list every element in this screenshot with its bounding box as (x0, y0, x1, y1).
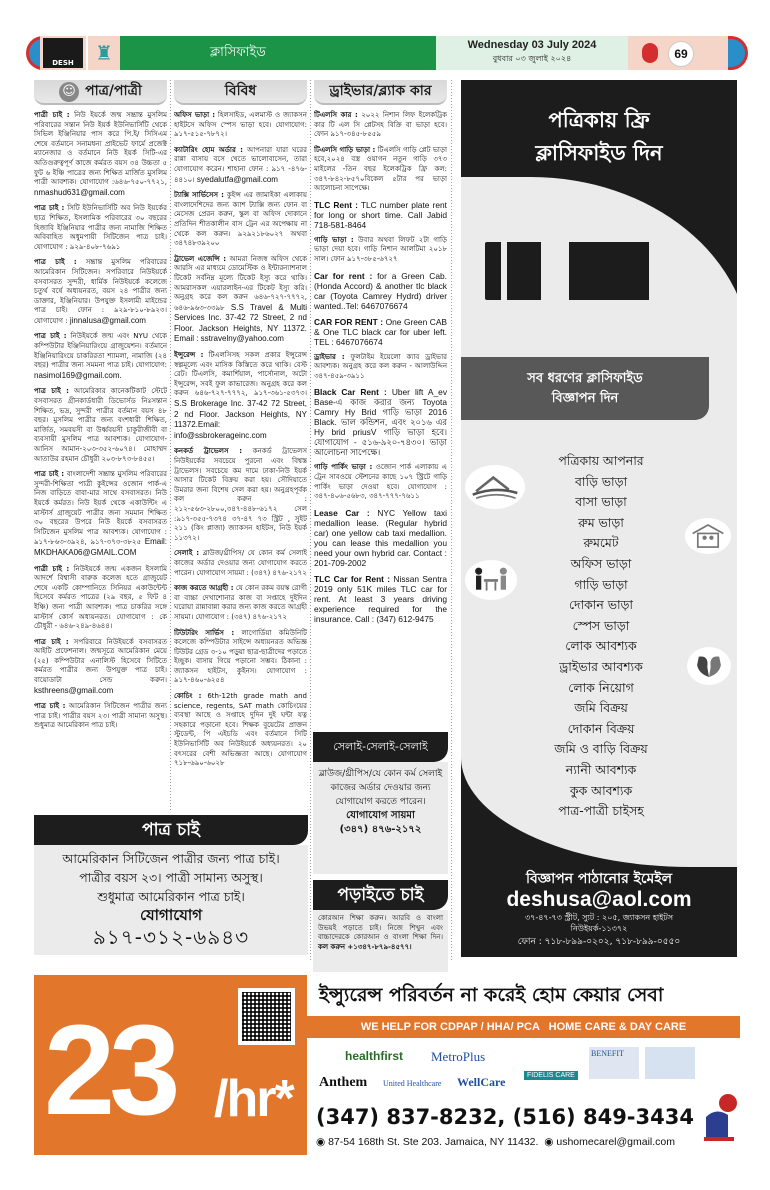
email-label: বিজ্ঞাপন পাঠানোর ইমেইল (525, 871, 673, 887)
couple-icon: ☺ (59, 82, 79, 102)
insurance-logos (319, 1045, 734, 1103)
box-line: আমেরিকান সিটিজেন পাত্রীর জন্য পাত্র চাই। (62, 851, 280, 866)
homecare-logo (702, 1093, 738, 1143)
ad-phone: ফোন : ৭১৮-৮৯৯-০২০২, ৭১৮-৮৯৯-০৫৫০ (517, 937, 681, 947)
ad-body: NYC Yellow taxi medallion lease. (Regular hybrid car) one yellow cab taxi medallion. you can lease this medallion you need your own hybrid car. Contact : 201-709-2002 (314, 507, 447, 568)
ad-title: ট্রাভেল এজেন্সি : (174, 254, 227, 263)
classified-ad (174, 692, 307, 769)
ad-title: পাত্রী চাই : (34, 564, 70, 573)
ad-body: আমেরিকার কানেকটিকাট স্টেটে বসবাসরত গ্রীনকার্ডধারী ডিভোর্সড নিঃসন্তান শিক্ষিত, ভদ্র, সুন্দরী পাত্রীর বর্তমান বয়স ৪৮ বছর। মুসলিম পাত্রীর জন্য বংশধারী শিক্ষিত, মার্জিত, সমবয়সী বা উর্ধ্ববয়সী চাকুরীজীবী বা ব্যবসায়ী মুসলিম পাত্র আবশ্যক। যোগাযোগ- আনিস আমান-২০৩-৩৫২-৬০৭৪। মোহাম্মদ আতাউর রহমান চৌধুরী ২০৩-৮৭৩-৮৪৫৫। (34, 387, 167, 463)
ad-title: CAR FOR RENT : (314, 316, 384, 327)
ad-title: পাত্র চাই : (34, 637, 69, 646)
ad-title: ক্যাটারিং হোম অর্ডার : (174, 145, 243, 154)
selai-box (313, 732, 448, 874)
column-driver-blackcar (314, 80, 447, 728)
classified-ad (314, 200, 447, 230)
ad-title: অফিস ভাড়া : (174, 111, 216, 119)
classified-ad (174, 146, 307, 185)
classified-ad (174, 111, 307, 140)
ad-body: ব্লাউজ/থ্রীপিস/ যে কোন কর্ম সেলাই কাজের অর্ডার দেওয়ার জন্য যোগাযোগ করতে পারেন। যোগাযোগ সায়মা : (৩৪৭) ৪৭৬-২১৭২ (174, 549, 307, 577)
homecare-phones: (347) 837-8232, (516) 849-3434 (316, 1105, 694, 1129)
ad-title (461, 104, 737, 170)
ad-contact-english: jinnalusa@gmail.com (69, 315, 146, 325)
ad-body: সিটি ইউনিভার্সিটি অব নিউ ইয়র্কের ছাত্র শিক্ষিত, ইসলামিক পরিবারের ৩০ বছরের হিজাবি ইঞ্জিনিয়ার পাত্রীর জন্য নামাজি শিক্ষিত অবিবাহিত অধুমপায়ী সিটিজেন পাত্র চাই। যোগাযোগ : ৯২৯-৪০৮-৭৬৯১ (34, 204, 167, 251)
ad-body: হিলসাইড, এলমাস্ট ও জ্যাকসন হাইটসে অফিস স্পেস ভাড়া হবে। যোগাযোগ: ৯১৭-৫১৫-৭৮৭২। (174, 111, 307, 139)
ad-title: Lease Car : (314, 507, 370, 518)
contact-phone: (৩৪৭) ৪৭৬-২১৭২ (339, 824, 422, 835)
united-healthcare-logo: United Healthcare (383, 1079, 442, 1088)
classified-ad (314, 574, 447, 624)
box-text: কোরআন শিক্ষা করুন। আরবি ও বাংলা উভয়ই পড়াতে চাই। নিজে শিখুন এবং বাচ্চাদেরকে কোরআন ও বাংলা শিক্ষা দিন। (318, 914, 443, 942)
category-item: লোক নিয়োগ (568, 679, 634, 695)
ad-contact-english: ksthreens@gmail.com (34, 685, 114, 695)
ad-body: আপনারা যারা ঘরের রান্না বাসায় বসে খেতে ভালোবাসেন, তারা যোগাযোগ করেন। শাহানা ফোন : ৯১৭ -৪৭৬- ৪৪১০। (174, 145, 307, 184)
email-text[interactable]: ushomecarel@gmail.com (556, 1136, 675, 1148)
ad-body: কনকর্ড ট্রাভেলস নিউইয়র্কের সবচেয়ে পুরনো এবং বিশ্বস্ত ট্রাভেলস। সবচেয়ে কম দামে ঢাকা-নিউ ইয়র্ক আসার টিকেট বিক্রয় করা হয়। সৌদিয়াতে উমরার জন্য বিশেষ সেল করা হয়। অনুগ্রহপূর্বক কল করুন : ২১২-৫৬৩-২৮০০,৩৪৭-৪৪৮-৬১৭২ সেল :৯১৭-৩৫৫-৭৩৭৪ ৩৭-৪৭ ৭৩ স্ট্রিট , সুইট ২১১ (কিং প্লাজা) জ্যাকসন হাইটস, নিউ ইয়র্ক ১১৩৭২। (174, 447, 307, 542)
band-line: বিজ্ঞাপন দিন (551, 391, 619, 406)
box-heading: সেলাই-সেলাই-সেলাই (313, 732, 448, 762)
classified-ad (314, 317, 447, 347)
ad-body: লাগোর্ডিয়া কমিউনিটি কলেজে কম্পিউটার সাইন্সে অধ্যয়নরত অভিজ্ঞ টিউটর গ্রেড ৩-১০ পড়ুয়া ছাত্র-ছাত্রীদের পড়াতে ইচ্ছুক। বাসায় গিয়ে পড়ানো সম্ভব। ঠিকানা : জ্যাকসন হাইটস, কুইনস। যোগাযোগ : ৯১৭-৪৬০-৬২৫৪ (174, 628, 307, 685)
ad-body: Nissan Sentra 2019 only 51K miles TLC car for rent. At least 3 years driving experience required for the insurance. Call : (347) 612-9475 (314, 573, 447, 624)
box-body (34, 845, 308, 955)
ad-title: কনকর্ড ট্রাভেলস : (174, 447, 243, 456)
ad-title: TLC Car for Rent : (314, 573, 391, 584)
category-item: অফিস ভাড়া (570, 555, 632, 571)
box-line: পাত্রীর বয়স ২৩। পাত্রী সামান্য অসুস্থ। (79, 870, 263, 885)
category-item: পত্রিকায় আপনার (558, 453, 644, 468)
box-call: কল করুন +১৩৪৭-৮৭৯-৪৫৭৭। (318, 942, 412, 951)
location-icon: ◉ (316, 1136, 326, 1148)
ad-title: গাড়ি ভাড়া : (314, 235, 354, 244)
category-item: পাত্র-পাত্রী চাইসহ (558, 803, 644, 819)
section-banner (120, 36, 436, 70)
category-item: জমি বিক্রয় (574, 700, 628, 716)
ad-body: 6th-12th grade math and science, regents, SAT math কোচিংয়ের ব্যবস্থা আছে ও সপ্তাহে দুদিন দুই ঘন্টা যত্ন সহকারে পড়ানো হবে। শিক্ষক বুয়েটের প্রাক্তন স্টুডেন্ট, পি এইচডি এবং বর্তমানে সিটি ইউনিভার্সিটি অব নিউইয়র্কে অধ্যয়নরত। ২০ বৎসরের বেশী অভিজ্ঞতা আছে। যোগাযোগ ৭১৮-৬৯০-৬০২৮ (174, 692, 307, 768)
ad-title: ড্রাইভার : (314, 352, 345, 361)
classified-ad (174, 191, 307, 249)
category-item: রুমমেট (583, 535, 619, 551)
category-item: বাসা ভাড়া (575, 494, 627, 510)
ad-title: পাত্র চাই : (34, 258, 77, 267)
box-body (313, 762, 448, 874)
date-bengali: বুধবার ০৩ জুলাই ২০২৪ (492, 54, 572, 63)
desh-logo: DESH (43, 38, 83, 68)
category-item: লোক আবশ্যক (565, 638, 637, 654)
classified-ad (174, 447, 307, 543)
homecare-ad (34, 975, 740, 1175)
category-item: ড্রাইভার আবশ্যক (559, 658, 643, 674)
ad-body: নিউইয়র্কে জন্ম একজন ইসলামি আদর্শে বিশ্বাসী বারুক কলেজ হতে গ্রাজুয়েট শেষে একটি কোম্পানিতে সিনিয়র একাউন্টেন্ট হিসেবে কর্মরত পাত্রের (২৯ বছর, ৫ ফিট ৪ ইঞ্চি) জন্য পাত্রী আবশ্যক। পাত্র চাকরির সঙ্গে মাস্টার্স কোর্স অধ্যয়নরত। যোগাযোগ : কে চৌধুরী - ৬৪৬-২৪৯-৪৬৪৪। (34, 564, 167, 631)
ad-body: যে কোন রকম বয়স্ক রোগী বা বাচ্চা দেখাশোনার কাজ বা সপ্তাহে দুইদিন ঘরোয়া রান্নাবান্না করার জন্য কাজ করতে আগ্রহী সায়মা। যোগাযোগ : (৩৪৭) ৪৭৬-২১৭২ (174, 584, 307, 621)
classified-ad (174, 629, 307, 687)
ad-title-line: ক্লাসিফাইড দিন (535, 141, 663, 165)
category-item: জমি ও বাড়ি বিক্রয় (554, 741, 648, 757)
box-text: ব্লাউজ/থ্রীপিস/যে কোন কর্ম সেলাই কাজের অর্ডার দেওয়ার জন্য যোগাযোগ করতে পারেন। (318, 769, 443, 807)
classified-ad (34, 702, 167, 731)
date-english: Wednesday 03 July 2024 (467, 39, 597, 51)
ad-contact-english: nasimol169@gmail.com. (34, 370, 122, 380)
column-divider (451, 80, 452, 960)
classified-ad (174, 584, 307, 622)
ad-body: সম্ভ্রান্ত মুসলিম পরিবারের আমেরিকান সিটিজেন। সপরিবারে নিউইয়র্কে বসবাসরত সুন্দরী, ধার্মিক নিউইয়র্কে কলেজে চতুর্থ বর্ষে অধ্যয়নরত, বয়স ২৪ পাত্রীর জন্য ডাক্তার, ইঞ্জিনিয়ার। উপযুক্ত ইসলামী মাইন্ডের পাত্র চাই। ফোন : ৯২৯-৮১০-৮৯২৩। যোগাযোগ : (34, 258, 167, 325)
classified-ad (174, 255, 307, 345)
classified-ad (174, 549, 307, 578)
classified-ad (34, 565, 167, 632)
band-line: সব ধরণের ক্লাসিফাইড (527, 371, 643, 386)
contact-phone: ৯১৭-৩১২-৬৯৪৩ (92, 925, 250, 949)
rate-unit: /hr* (214, 1070, 293, 1128)
logo-wordmark: DESH (593, 280, 636, 296)
ad-contact (461, 870, 737, 948)
contact-label: যোগাযোগ (139, 906, 203, 924)
ad-title: ইন্সুরেন্স : (174, 351, 204, 360)
header-logo (40, 36, 86, 70)
box-line: শুধুমাত্র আমেরিকান পাত্র চাই। (97, 889, 245, 904)
box-body (313, 910, 448, 972)
classified-ad (34, 332, 167, 381)
page-header (26, 36, 748, 70)
ad-title: Black Car Rent : (314, 387, 387, 398)
homecare-address (316, 1136, 675, 1148)
ad-body: সপরিবারে নিউইয়র্কে বসবাসরত আইটি প্রফেশনাল। জন্মসূত্রে আমেরিকান মেয়ে (২৫) কম্পিউটার এনালিস্ট হিসেবে সিটিতে কর্মরত পাত্রীর জন্য উপযুক্ত পাত্র চাই। বায়োডাটা সেন্ড করুন। (34, 637, 167, 685)
section-heading (34, 80, 167, 105)
ad-body: কুইন্স এর জামাইকা এলাকায় বাংলাদেশিদের জন্য ক্যাশ ট্যাক্সি জন্য ফোন বা মেসেজ প্রেরন করুন, স্কুল বা অফিস দোকানে প্রতিদিন শীতকালীন বাস ট্রেন এর অপেক্ষায় না থেকে কল করুন। ৯২৯২১৮৬০২৭ অথবা ৩৪৭৪৮৩৯২০০ (174, 191, 307, 248)
classified-ad (314, 508, 447, 568)
category-item: ন্যানী আবশ্যক (565, 761, 637, 777)
ad-contact-english: S.S Brokerage Inc. 37-42 72 Street, 2 nd Floor. Jackson Heights, NY 11372.Email: info@ssbrokerageinc.com (174, 399, 307, 440)
ad-address: ৩৭-৪৭-৭৩ স্ট্রীট, স্যুট : ২০৫, জ্যাকসন হাইটস (524, 913, 674, 922)
ad-body: ওজোন পার্ক এলাকায় এ ট্রেন সাবওয়ে স্টেশনের কাছে ১০৭ স্ট্রিটে গাড়ি পার্কিং ভাড়া দেওয়া হবে। যোগাযোগ : ৩৪৭-৪০৬-৫৬৮৩, ৩৪৭-৭৭৭-৭৬১১ (314, 463, 447, 501)
address-text: 87-54 168th St. Ste 203. Jamaica, NY 11432. (328, 1136, 539, 1148)
ad-contact-english: S.S Travel & Multi Services Inc. 37-42 72 Street, 2 nd Floor. Jackson Heights, NY 11372. Email : sstravelny@yahoo.com (174, 302, 307, 344)
column-divider (310, 80, 311, 960)
category-item: দোকান ভাড়া (569, 597, 633, 613)
classified-ad (314, 236, 447, 265)
ad-title: পাত্রী চাই : (34, 111, 70, 119)
issue-date (436, 36, 628, 70)
classified-ad (34, 111, 167, 198)
ad-body: আমরা নিজস্ব অফিস থেকে আরসি এর মাধ্যমে ডোমেস্টিক ও ইন্টারন্যাশনাল টিকেট সর্বনিম্ন মূল্যে টিকেট ইস্যু করে থাকি। আমরাসকল এয়ারলাইন-এর টিকেট ইস্যু করি। অনুগ্রহ করে কল করুন ৬৪৬-৭২৭-৭৭৭২, ৬৪৬-৯৬৩-৩৩৯৮ (174, 254, 307, 312)
category-item: বাড়ি ভাড়া (574, 473, 628, 489)
ad-title: পাত্র চাই : (34, 387, 69, 396)
classified-ad (314, 387, 447, 457)
box-heading: পাত্র চাই (34, 815, 308, 845)
classified-ad (314, 271, 447, 311)
ad-body: আমেরিকান সিটিজেন পাত্রীর জন্য পাত্র চাই। পাত্রীর বয়স ২৩। পাত্রী সামান্য অসুস্থ। শুধুমাত্র আমেরিকান পাত্র চাই। (34, 702, 167, 730)
column-patra-patri (34, 80, 167, 808)
classified-ad (34, 258, 167, 326)
ad-email[interactable]: deshusa@aol.com (506, 888, 692, 911)
header-right-cap (728, 36, 748, 70)
category-item: গাড়ি ভাড়া (574, 576, 628, 592)
ad-body: নিউইয়র্কে জন্ম এবং NYU থেকে কম্পিউটার ইঞ্জিনিয়ারিংয়ে গ্রাজুয়েশন। বর্তমানে ইঞ্জিনিয়ারিংয়ে চাকরিরতা শ্যামলা, নামাজি (২৪ বছর) পাত্রীর জন্য সমমনা পাত্র চাই। যোগাযোগ: (34, 332, 167, 370)
classified-ad (34, 387, 167, 464)
ad-body: টিএলসিসহ সকল প্রকার ইন্সুরেন্স স্বল্পমূল্যে এবং মাসিক কিস্তিতে করে থাকি। বেস্ট রেট। টিএলসি, কমার্শিয়াল, পার্সোনাল, অটো ইন্সুরেন্স, সবই ফুল কাভারেজ। অনুগ্রহ করে কল করুন ৬৪৬-৭২৭-৭৭৭২, ৯১৭-৩৬১-৫৩৭৩। (174, 351, 307, 398)
category-item: কুক আবশ্যক (569, 782, 633, 798)
qr-code[interactable] (238, 988, 295, 1045)
heading-text: ড্রাইভার/ব্ল্যাক কার (329, 82, 432, 99)
classified-categories (501, 451, 701, 822)
wellcare-logo: WellCare (457, 1075, 506, 1089)
porate-chai-box (313, 880, 448, 972)
category-item: দোকান বিক্রয় (567, 720, 635, 736)
ad-body: TLC number plate rent for long or short time. Call Jabid 718-581-8464 (314, 199, 447, 230)
metroplus-logo: MetroPlus (431, 1049, 486, 1064)
ad-body: বাংলাদেশী সম্ভ্রান্ত মুসলিম পরিবারের সুন্দরী-শিক্ষিতা পাত্রী কুইন্সের ওজোন পার্ক-এ নিজ বাড়িতে বাবা-মার সাথে বসবাসরত। নিউ ইয়র্কে কর্মরত। নিউ ইয়র্ক থেকে একাউন্টিং এ মাস্টার্স গ্রাজুয়েট পাত্রীর জন্য সমমান শিক্ষিত ৩০ বছরের উপরে নিউ ইয়র্কে বসবাসরত সিটিজেন মুসলিম পাত্র আবশ্যক। যোগাযোগ : ৯১৭-৮৬৩-৩৯২৪, ৯১৭-৩৭৩-৩৮২৫ (34, 470, 167, 547)
healthfirst-logo: healthfirst (345, 1049, 404, 1063)
statue-of-liberty-icon: ♜ (88, 36, 120, 70)
rate-panel (34, 975, 307, 1155)
ad-body: One Green CAB & One TLC black car for uber left. TEL : 6467076674 (314, 316, 447, 347)
patra-chai-box (34, 815, 308, 955)
homecare-headline: ইন্স্যুরেন্স পরিবর্তন না করেই হোম কেয়ার সেবা (319, 984, 664, 1006)
classified-ad (34, 204, 167, 252)
contact-name: যোগাযোগ সায়মা (346, 810, 415, 821)
ad-body: for a Green Cab. (Honda Accord) & another tlc black car (Toyota Camrey Hydrd) driver wanted..Tel: 6467076674 (314, 270, 447, 311)
ad-contact-english: nmashud631@gmail.com (34, 187, 125, 197)
ad-body: ২০২২ নিশান লিফ ইলেকট্রিক কার টি এল সি প্লেটসহ বিক্রি বা ভাড়া হবে। ফোন ৯১৭-৩৪৫-৮৫৫৯ (314, 111, 447, 139)
ad-title: TLC Rent : (314, 199, 358, 210)
ad-title: টিউটরিং সার্ভিস : (174, 628, 235, 637)
ad-title: পাত্র চাই : (34, 702, 66, 711)
desh-logo (485, 242, 665, 302)
classified-ad (314, 353, 447, 382)
ad-body: Uber lift A_ev Base-এ কাজ করার জন্য Toyota Camry Hy Brid গাড়ি ভাড়া 2016 Black. ভাল কন্ডিশন, এবং ২০১৬ এর Hy brid priusV গাড়ি ভাড়া হবে। যোগাযোগ - ৫১৬-৯২০-৭৪৩০। ভাড়া আলোচনা সাপেক্ষে। (314, 387, 447, 458)
benefit-card: BENEFIT (589, 1047, 639, 1079)
classified-ad (314, 463, 447, 501)
rate-number: 23 (44, 999, 175, 1142)
homecare-banner: WE HELP FOR CDPAP / HHA/ PCA HOME CARE & DAY CARE (307, 1016, 740, 1038)
section-heading (314, 80, 447, 105)
ad-title: পাত্র চাই : (34, 204, 65, 213)
classified-ad (34, 470, 167, 558)
section-title: ক্লাসিফাইড (210, 44, 266, 60)
ad-title-line: পত্রিকায় ফ্রি (548, 108, 650, 132)
ad-contact-english: syedalutfa@gmail.com (196, 174, 278, 184)
page-number: 69 (668, 41, 694, 67)
flag-icon (642, 43, 658, 63)
ad-body: ফুলটাইম ইয়েলো ক্যাব ড্রাইভার আবশ্যক। অনুগ্রহ করে কল করুন - আলাউদ্দিন ৩৪৭-৪৫৯-৩৯১১ (314, 352, 447, 380)
ad-title: কোচিং : (174, 692, 202, 701)
ad-address: নিউইয়র্ক-১১৩৭২ (570, 924, 628, 933)
ad-band (461, 357, 709, 420)
ad-title: টিএলসি কার : (314, 111, 358, 119)
ad-title: টিএলসি গাড়ি ভাড়া : (314, 145, 376, 154)
ad-title: পাত্র চাই : (34, 470, 65, 479)
ad-title: গাড়ি পার্কিং ভাড়া : (314, 463, 373, 472)
ad-title: ট্যাক্সি সার্ভিসেস : (174, 191, 224, 200)
section-heading (174, 80, 307, 105)
ad-body: নিউ ইয়র্কে জন্ম সম্ভ্রান্ত মুসলিম পরিবারের সন্তান নিউ ইয়র্ক ইউনিভার্সিটি থেকে সিভিল ইঞ্জিনিয়ার পাস করে পি.ই/ সিসিএম শেষে বর্তমানে সনামধন্য প্রাইভেট ফার্মে প্রজেক্ট ম্যানেজার ও বর্তমানে নিউ ইয়র্ক সিটি-এর অতিগুরুত্বপূর্ণ কাজে কর্মরত বয়স ৩৪ উচ্চতা ৫ ফুট ৬ ইঞ্চি পাত্রের জন্য শিক্ষিত মার্জিত মুসলিম পাত্রী আবশ্যক। যোগাযোগ :৬৪৬-৭৫০-৭৭২১, (34, 111, 167, 187)
classified-ad (34, 638, 167, 697)
ad-contact-english: Email: MKDHAKA06@GMAIL.COM (34, 537, 167, 557)
medicaid-card (645, 1047, 695, 1079)
email-icon: ◉ (544, 1136, 554, 1148)
fidelis-care-logo: FIDELIS CARE (524, 1071, 578, 1080)
classified-ad (174, 351, 307, 441)
classified-ad (314, 111, 447, 140)
classified-ad (314, 146, 447, 194)
category-item: রুম ভাড়া (578, 514, 624, 530)
ad-body: টিএলসি গাড়ি প্লেট ভাড়া হবে,২০২৪ বস্ত্র ওয়াগন নতুন গাড়ি ৩৭৩ মাইলের -তিন বছর ইলেকট্রিক ফ্রি কল: ৩৪৭-৮৪২-৮৫৭০বিকেল ৫টার পর ভাড়া আলোচনা সাপেক্ষে। (314, 145, 447, 193)
box-heading: পড়াইতে চাই (313, 880, 448, 910)
ad-title: Car for rent : (314, 270, 373, 281)
category-item: স্পেস ভাড়া (572, 617, 630, 633)
anthem-logo: Anthem (319, 1075, 368, 1090)
ad-title: সেলাই : (174, 549, 200, 558)
free-classified-ad (461, 80, 737, 957)
heading-text: পাত্র/পাত্রী (85, 82, 142, 99)
page-number-box (628, 36, 728, 70)
column-divider (170, 80, 171, 810)
ad-title: কাজ করতে আগ্রহী : (174, 584, 234, 593)
ad-title: পাত্র চাই : (34, 332, 67, 341)
heading-text: বিবিধ (224, 82, 257, 99)
ad-body: উবার অথবা লিফট ২টা গাড়ি ভাড়া দেয়া হবে। গাড়ি নিশান আলটিমা ২০১৮ সাল। ফোন ৯১৭-৩৮৫-৬৭২৭ (314, 235, 447, 263)
